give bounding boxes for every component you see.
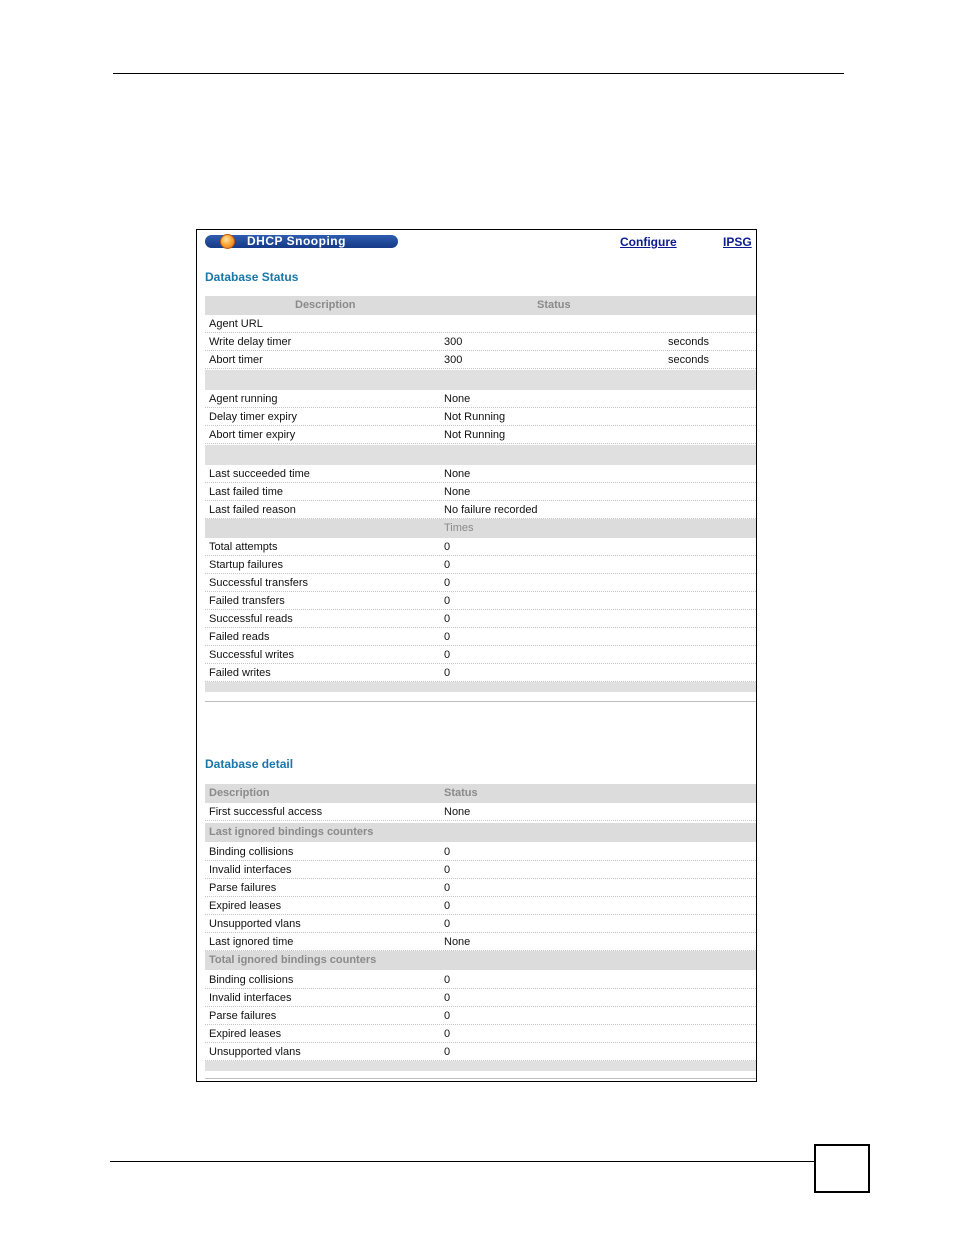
table-row — [205, 390, 756, 408]
table-footer-band — [205, 1061, 756, 1071]
row-label: First successful access — [209, 806, 323, 818]
configure-link[interactable]: Configure — [620, 235, 677, 249]
description-column-header: Description — [295, 299, 356, 311]
row-label: Expired leases — [209, 900, 282, 912]
row-label: Parse failures — [209, 882, 277, 894]
table-row — [205, 592, 756, 610]
separator-band — [205, 370, 756, 390]
table-row — [205, 628, 756, 646]
table-row — [205, 610, 756, 628]
row-value: 0 — [444, 595, 451, 607]
row-value: 0 — [444, 918, 451, 930]
table-row — [205, 1025, 756, 1043]
section-divider — [205, 1078, 756, 1079]
row-label: Invalid interfaces — [209, 992, 292, 1004]
table-row — [205, 897, 756, 915]
row-value: 0 — [444, 992, 451, 1004]
row-label: Successful reads — [209, 613, 293, 625]
row-value: No failure recorded — [444, 504, 538, 516]
row-value: 0 — [444, 559, 451, 571]
row-value: 0 — [444, 649, 451, 661]
row-value: 0 — [444, 631, 451, 643]
table-row — [205, 1043, 756, 1061]
row-value: None — [444, 468, 471, 480]
row-value: 300 — [444, 336, 463, 348]
row-unit: seconds — [668, 336, 709, 348]
page-number-box — [814, 1144, 870, 1193]
row-value: None — [444, 393, 471, 405]
row-label: Expired leases — [209, 1028, 282, 1040]
table-row — [205, 861, 756, 879]
section-divider — [205, 701, 756, 702]
table-row — [205, 556, 756, 574]
detail-table-header — [205, 784, 756, 803]
row-label: Agent running — [209, 393, 278, 405]
row-value: None — [444, 806, 471, 818]
table-row — [205, 803, 756, 821]
row-label: Write delay timer — [209, 336, 292, 348]
table-row — [205, 483, 756, 501]
row-value: 0 — [444, 864, 451, 876]
row-label: Successful writes — [209, 649, 294, 661]
table-row — [205, 915, 756, 933]
table-row — [205, 1007, 756, 1025]
table-row — [205, 989, 756, 1007]
row-label: Failed reads — [209, 631, 270, 643]
row-label: Failed transfers — [209, 595, 285, 607]
orange-ball-icon — [220, 234, 235, 249]
row-label: Abort timer expiry — [209, 429, 296, 441]
row-value: 0 — [444, 667, 451, 679]
row-value: None — [444, 486, 471, 498]
row-unit: seconds — [668, 354, 709, 366]
row-label: Last ignored time — [209, 936, 294, 948]
table-row — [205, 664, 756, 682]
table-row — [205, 333, 756, 351]
description-column-header: Description — [209, 787, 270, 799]
row-label: Binding collisions — [209, 974, 294, 986]
page-bottom-rule — [110, 1161, 815, 1162]
total-ignored-header — [205, 951, 756, 970]
row-label: Unsupported vlans — [209, 918, 301, 930]
last-ignored-header — [205, 823, 756, 842]
row-value: Not Running — [444, 429, 506, 441]
row-label: Total attempts — [209, 541, 278, 553]
dhcp-snooping-panel — [196, 229, 757, 1082]
row-value: 0 — [444, 974, 451, 986]
row-value: 0 — [444, 1028, 451, 1040]
row-label: Successful transfers — [209, 577, 309, 589]
table-row — [205, 501, 756, 519]
table-row — [205, 351, 756, 369]
row-value: 0 — [444, 1046, 451, 1058]
row-label: Startup failures — [209, 559, 283, 571]
database-status-title: Database Status — [205, 270, 299, 284]
total-ignored-header-label: Total ignored bindings counters — [209, 954, 377, 966]
row-value: 0 — [444, 846, 451, 858]
pill-title: DHCP Snooping — [247, 234, 346, 248]
page-top-rule — [113, 73, 844, 74]
table-row — [205, 538, 756, 556]
row-label: Failed writes — [209, 667, 271, 679]
row-label: Last failed time — [209, 486, 283, 498]
times-header-label: Times — [444, 522, 474, 534]
row-label: Last succeeded time — [209, 468, 310, 480]
table-row — [205, 426, 756, 444]
row-value: 0 — [444, 541, 451, 553]
database-detail-title: Database detail — [205, 757, 294, 771]
row-label: Parse failures — [209, 1010, 277, 1022]
row-value: 0 — [444, 882, 451, 894]
table-footer-band — [205, 682, 756, 692]
status-column-header: Status — [537, 299, 571, 311]
times-header — [205, 519, 756, 538]
row-label: Agent URL — [209, 318, 263, 330]
row-value: 0 — [444, 900, 451, 912]
table-row — [205, 843, 756, 861]
table-row — [205, 315, 756, 333]
row-label: Invalid interfaces — [209, 864, 292, 876]
row-label: Delay timer expiry — [209, 411, 298, 423]
row-label: Binding collisions — [209, 846, 294, 858]
table-row — [205, 879, 756, 897]
ipsg-link[interactable]: IPSG — [723, 235, 752, 249]
status-column-header: Status — [444, 787, 478, 799]
table-row — [205, 646, 756, 664]
table-row — [205, 408, 756, 426]
table-row — [205, 933, 756, 951]
row-label: Unsupported vlans — [209, 1046, 301, 1058]
separator-band — [205, 445, 756, 465]
row-value: Not Running — [444, 411, 506, 423]
last-ignored-header-label: Last ignored bindings counters — [209, 826, 374, 838]
table-row — [205, 465, 756, 483]
row-label: Last failed reason — [209, 504, 296, 516]
row-value: 0 — [444, 577, 451, 589]
status-table-header — [205, 296, 756, 315]
row-value: 300 — [444, 354, 463, 366]
row-value: 0 — [444, 1010, 451, 1022]
row-value: None — [444, 936, 471, 948]
table-row — [205, 574, 756, 592]
dhcp-snooping-title-pill — [205, 235, 398, 248]
row-label: Abort timer — [209, 354, 263, 366]
table-row — [205, 971, 756, 989]
row-value: 0 — [444, 613, 451, 625]
